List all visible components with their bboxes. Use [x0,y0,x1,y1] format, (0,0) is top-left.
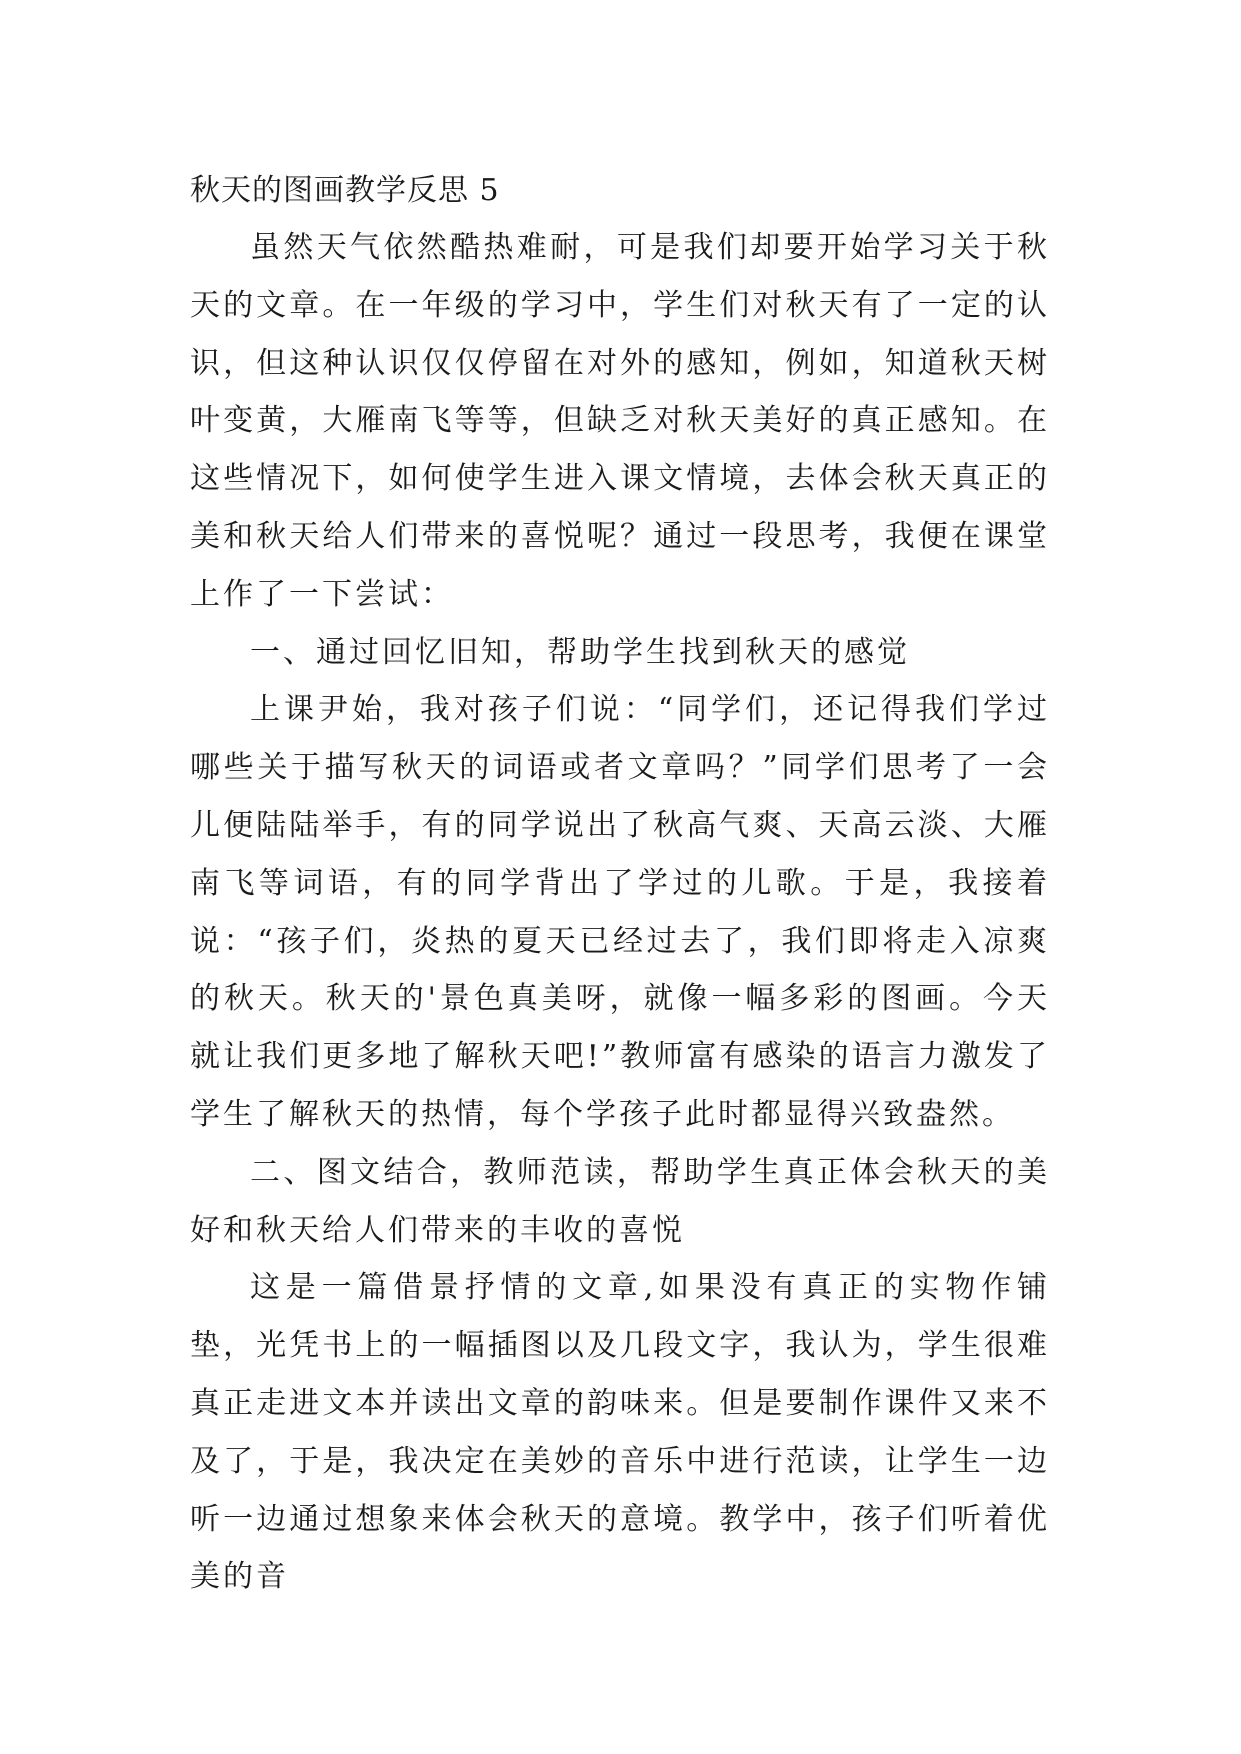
paragraph-intro: 虽然天气依然酷热难耐，可是我们却要开始学习关于秋天的文章。在一年级的学习中，学生们对秋天有了一定的认识，但这种认识仅仅停留在对外的感知，例如，知道秋天树叶变黄，大雁南飞等等，但缺乏对秋天美好的真正感知。在这些情况下，如何使学生进入课文情境，去体会秋天真正的美和秋天给人们带来的喜悦呢？通过一段思考，我便在课堂上作了一下尝试： [190,230,1050,612]
paragraph-section-two: 这是一篇借景抒情的文章,如果没有真正的实物作铺垫，光凭书上的一幅插图以及几段文字，我认为，学生很难真正走进文本并读出文章的韵味来。但是要制作课件又来不及了，于是，我决定在美妙的音乐中进行范读，让学生一边听一边通过想象来体会秋天的意境。教学中，孩子们听着优美的音 [190,1270,1050,1595]
section-heading-one: 一、通过回忆旧知，帮助学生找到秋天的感觉 [250,634,910,670]
document-body [190,162,1050,1606]
paragraph-section-one: 上课尹始，我对孩子们说：“同学们，还记得我们学过哪些关于描写秋天的词语或者文章吗？”同学们思考了一会儿便陆陆举手，有的同学说出了秋高气爽、天高云淡、大雁南飞等词语，有的同学背出了学过的儿歌。于是，我接着说：“孩子们，炎热的夏天已经过去了，我们即将走入凉爽的秋天。秋天的'景色真美呀，就像一幅多彩的图画。今天就让我们更多地了解秋天吧!”教师富有感染的语言力激发了学生了解秋天的热情，每个学孩子此时都显得兴致盎然。 [190,692,1050,1132]
section-heading-two: 二、图文结合，教师范读，帮助学生真正体会秋天的美好和秋天给人们带来的丰收的喜悦 [190,1154,1050,1248]
document-title: 秋天的图画教学反思 5 [190,173,500,208]
